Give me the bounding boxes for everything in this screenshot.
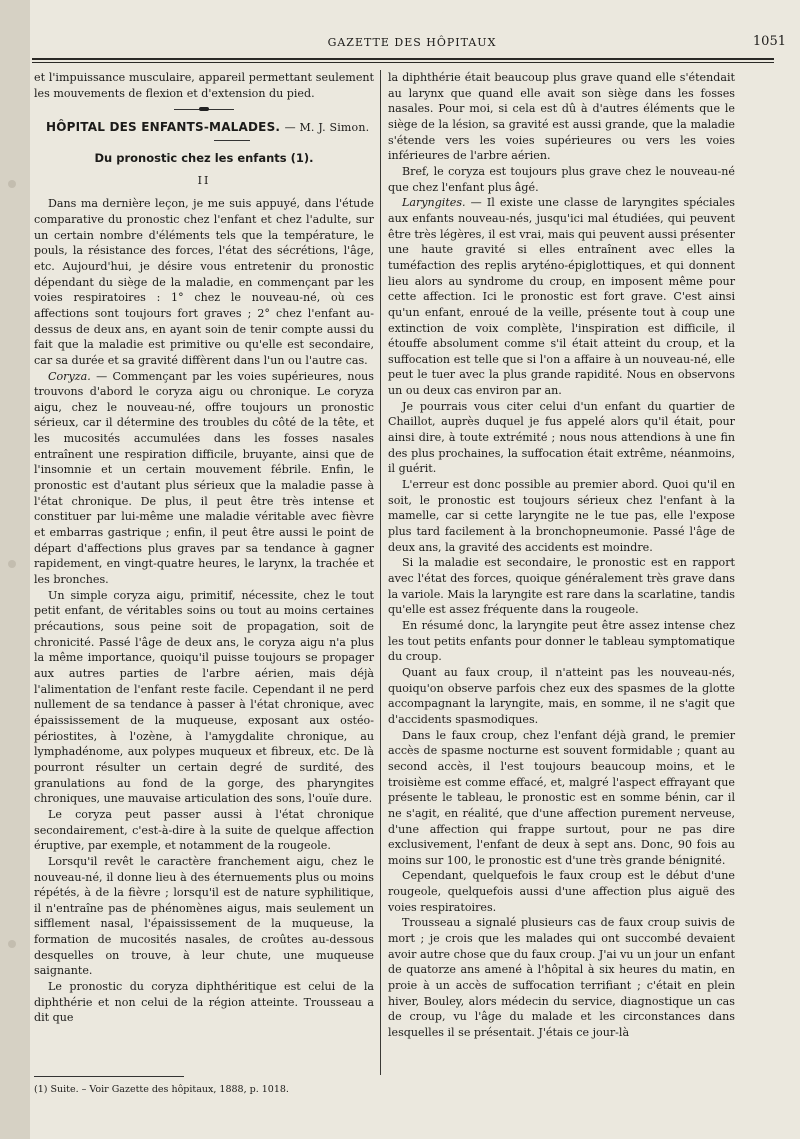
heading-rule — [214, 140, 250, 141]
paragraph: Un simple coryza aigu, primitif, nécessite, chez le tout petit enfant, de véritables soins ou tout au moins certaines précautions, sous peine soit de propagation, soit de chronicité. Passé l'âge de deux ans, le coryza aigu n'a plus la même importance, quoiqu'il puisse toujours se propager aux autres parties de l'arbre aérien, mais déjà l'alimentation de l'enfant reste facile. Cependant il ne perd nullement de sa tendance à passer à l'état chronique, avec épaississement de la muqueuse, exposant aux ostéo-périostites, à l'ozène, à l'amygdalite chronique, au lymphadénome, aux polypes muqueux et fibreux, etc. De là pourront résulter un certain degré de surdité, des granulations au fond de la gorge, des pharyngites chroniques, une mauvaise articulation des sons, l'ouïe dure. — [34, 588, 374, 806]
section-divider — [174, 109, 234, 110]
paragraph: Le pronostic du coryza diphthéritique est celui de la diphthérie et non celui de la région atteinte. Trousseau a dit que — [34, 980, 374, 1025]
paragraph: Quant au faux croup, il n'atteint pas les nouveau-nés, quoiqu'on observe parfois chez eux des spasmes de la glotte accompagnant la laryngite, mais, en somme, il ne s'agit que d'accidents spasmodiques. — [388, 665, 735, 726]
paragraph-lead: Coryza. — [48, 369, 91, 383]
paragraph-body: — Commençant par les voies supérieures, nous trouvons d'abord le coryza aigu ou chronique. Le coryza aigu, chez le nouveau-né, offre toujours un pronostic sérieux, car il détermine des troubles du côté de la tête, et les mucosités accumulées dans les fosses nasales entraînent une respiration difficile, bruyante, ainsi que de l'insomnie et un certain mouvement fébrile. Enfin, le pronostic est d'autant plus sérieux que la maladie passe à l'état chronique. De plus, il peut être très intense et constituer par lui-même une maladie véritable avec fièvre et embarras gastrique ; enfin, il peut être aussi le point de départ d'affections plus graves par sa tendance à gagner rapidement, en vingt-quatre heures, le larynx, la trachée et les bronches. — [34, 369, 374, 587]
paragraph: Trousseau a signalé plusieurs cas de faux croup suivis de mort ; je crois que les malades qui ont succombé devaient avoir autre chose que du faux croup. J'ai vu un jour un enfant de quatorze ans amené à l'hôpital à six heures du matin, en proie à un accès de suffocation terrifiant ; c'était en plein hiver, Bouley, alors médecin du service, diagnostique un cas de croup, vu l'âge du malade et les circonstances dans lesquelles il se présentait. J'étais ce jour-là — [388, 916, 735, 1040]
section-heading — [46, 120, 374, 136]
paragraph: En résumé donc, la laryngite peut être assez intense chez les tout petits enfants pour donner le tableau symptomatique du croup. — [388, 618, 735, 664]
right-column — [388, 70, 735, 1041]
paragraph: Dans ma dernière leçon, je me suis appuyé, dans l'étude comparative du pronostic chez l'enfant et chez l'adulte, sur un certain nombre d'éléments tels que la température, le pouls, la résistance des forces, l'état des sécrétions, l'âge, etc. Aujourd'hui, je désire vous entretenir du pronostic dépendant du siège de la maladie, en commençant par les voies respiratoires : 1° chez le nouveau-né, où ces affections sont toujours fort graves ; 2° chez l'enfant au-dessus de deux ans, en ayant soin de tenir compte aussi du fait que la maladie est primitive ou qu'elle est secondaire, car sa durée et sa gravité diffèrent dans l'un ou l'autre cas. — [34, 197, 374, 367]
left-column — [34, 70, 374, 1026]
footnote-rule — [34, 1076, 184, 1077]
paragraph: Dans le faux croup, chez l'enfant déjà grand, le premier accès de spasme nocturne est souvent formidable ; quant au second accès, il l'est toujours beaucoup moins, et le troisième est comme effacé, et, malgré l'aspect effrayant que présente le tableau, le pronostic est en somme bénin, car il ne s'agit, en réalité, que d'une affection purement nerveuse, d'une affection qui frappe surtout, pour ne pas dire exclusivement, l'enfant de deux à sept ans. Donc, 90 fois au moins sur 100, le pronostic est d'une très grande bénignité. — [388, 728, 735, 867]
paragraph: Cependant, quelquefois le faux croup est le début d'une rougeole, quelquefois aussi d'une affection plus aiguë des voies respiratoires. — [388, 869, 735, 914]
paragraph: Lorsqu'il revêt le caractère franchement aigu, chez le nouveau-né, il donne lieu à des éternuements plus ou moins répétés, à de la fièvre ; lorsqu'il est de nature syphilitique, il n'entraîne pas de phénomènes aigus, mais seulement un sifflement nasal, l'épaississement de la muqueuse, la formation de mucosités nasales, de croûtes au-dessous desquelles on trouve, à leur chute, une muqueuse saignante. — [34, 854, 374, 978]
binding-hole — [8, 940, 16, 948]
binding-gutter — [0, 0, 30, 1139]
header-rule-thick — [32, 58, 774, 60]
paragraph: la diphthérie était beaucoup plus grave quand elle s'étendait au larynx que quand elle avait son siège dans les fosses nasales. Pour moi, si cela est dû à d'autres éléments que le siège de la lésion, sa gravité est aussi grande, que la maladie s'étende vers les voies supérieures ou vers les voies inférieures de l'arbre aérien. — [388, 71, 735, 163]
paragraph-lead: Laryngites. — [402, 196, 466, 210]
paragraph: L'erreur est donc possible au premier abord. Quoi qu'il en soit, le pronostic est toujours sérieux chez l'enfant à la mamelle, car si cette laryngite ne le tue pas, elle l'expose plus tard facilement à la bronchopneumonie. Passé l'âge de deux ans, la gravité des accidents est moindre. — [388, 478, 735, 554]
running-title: GAZETTE DES HÔPITAUX — [327, 36, 497, 49]
running-head — [32, 34, 792, 52]
paragraph-coryza — [34, 369, 374, 588]
header-rule-thin — [32, 62, 774, 63]
page-number: 1051 — [752, 34, 786, 49]
paragraph-body: — Il existe une classe de laryngites spéciales aux enfants nouveau-nés, jusqu'ici mal étudiées, qui peuvent être très légères, il est vrai, mais qui peuvent aussi présenter une haute gravité si elles entraînent avec elles la tuméfaction des replis aryténo-épiglottiques, et qui donnent lieu alors au syndrome du croup, en imposent même pour cette affection. Ici le pronostic est fort grave. C'est ainsi qu'un enfant, enroué de la veille, présente tout à coup une extinction de voix complète, l'inspiration est difficile, il étouffe absolument comme s'il était atteint du croup, et la suffocation est telle que si l'on a affaire à un nouveau-né, elle peut le tuer avec la plus grande rapidité. Nous en observons un ou deux cas environ par an. — [388, 196, 735, 398]
opening-paragraph: et l'impuissance musculaire, appareil permettant seulement les mouvements de flexion et d'extension du pied. — [34, 71, 374, 100]
footnote: (1) Suite. – Voir Gazette des hôpitaux, 1888, p. 1018. — [34, 1084, 289, 1095]
section-title: HÔPITAL DES ENFANTS-MALADES. — [46, 120, 281, 135]
column-separator — [380, 70, 381, 1075]
paragraph: Bref, le coryza est toujours plus grave chez le nouveau-né que chez l'enfant plus âgé. — [388, 164, 735, 194]
paragraph: Le coryza peut passer aussi à l'état chronique secondairement, c'est-à-dire à la suite de quelque affection éruptive, par exemple, et notamment de la rougeole. — [34, 807, 374, 853]
part-number: II — [197, 173, 211, 187]
article-subtitle: Du pronostic chez les enfants (1). — [94, 150, 314, 165]
paragraph: Je pourrais vous citer celui d'un enfant du quartier de Chaillot, auprès duquel je fus appelé alors qu'il était, pour ainsi dire, à toute extrémité ; nous nous attendions à une fin des plus prochaines, la suffocation était extrême, néanmoins, il guérit. — [388, 399, 735, 476]
section-author: — M. J. Simon. — [284, 121, 370, 135]
binding-hole — [8, 560, 16, 568]
paragraph: Si la maladie est secondaire, le pronostic est en rapport avec l'état des forces, quoique généralement très grave dans la variole. Mais la laryngite est rare dans la scarlatine, tandis qu'elle est assez fréquente dans la rougeole. — [388, 556, 735, 617]
binding-hole — [8, 180, 16, 188]
paragraph-laryngites — [388, 195, 735, 399]
